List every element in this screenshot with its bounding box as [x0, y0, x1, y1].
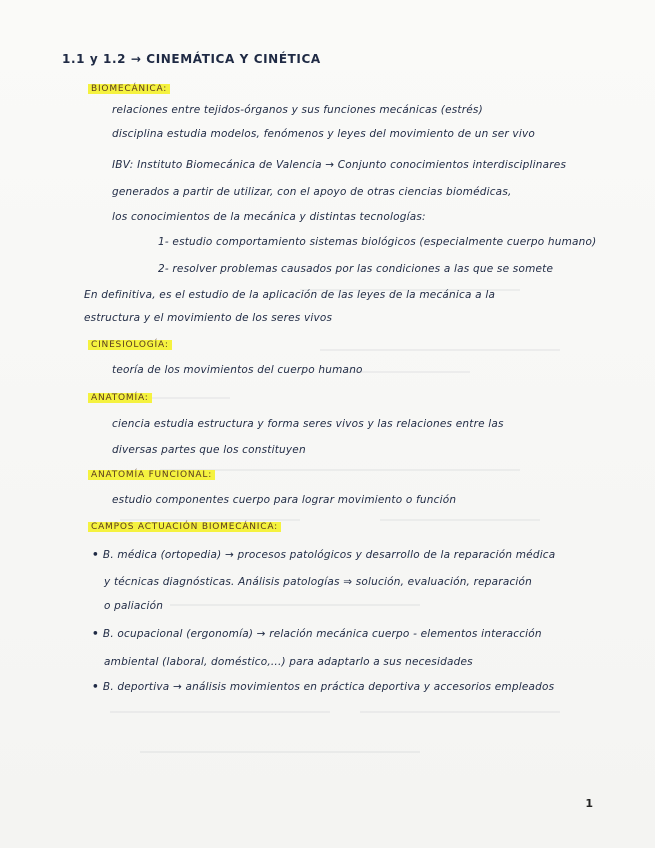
- bullet-icon: •: [92, 549, 99, 561]
- heading-cinesiologia: [88, 338, 172, 350]
- bullet-icon: •: [92, 628, 99, 640]
- campo-item-1-text-1: B. médica (ortopedia) → procesos patológicos y desarrollo de la reparación médica: [102, 549, 556, 561]
- heading-anatomia-funcional-text: ANATOMÍA FUNCIONAL:: [88, 470, 215, 480]
- line-biomecanica-5: los conocimientos de la mecánica y distintas tecnologías:: [112, 211, 426, 223]
- heading-campos-text: CAMPOS ACTUACIÓN BIOMECÁNICA:: [88, 522, 281, 532]
- page-number: 1: [585, 797, 593, 810]
- line-biomecanica-8: En definitiva, es el estudio de la aplicación de las leyes de la mecánica a la: [84, 289, 496, 301]
- campo-item-1-line-3: o paliación: [104, 600, 164, 612]
- heading-anatomia: [88, 391, 152, 403]
- line-biomecanica-6: 1- estudio comportamiento sistemas biológicos (especialmente cuerpo humano): [158, 236, 597, 248]
- heading-biomecanica-text: BIOMECÁNICA:: [88, 84, 170, 94]
- line-biomecanica-4: generados a partir de utilizar, con el apoyo de otras ciencias biomédicas,: [112, 186, 512, 198]
- bullet-icon: •: [92, 681, 99, 693]
- line-biomecanica-1: relaciones entre tejidos-órganos y sus funciones mecánicas (estrés): [112, 104, 483, 116]
- line-biomecanica-7: 2- resolver problemas causados por las condiciones a las que se somete: [158, 263, 554, 275]
- heading-cinesiologia-text: CINESIOLOGÍA:: [88, 340, 172, 350]
- line-anatomia-funcional-1: estudio componentes cuerpo para lograr movimiento o función: [112, 494, 457, 506]
- campo-item-1-line-1: [92, 549, 555, 561]
- line-cinesiologia-1: teoría de los movimientos del cuerpo humano: [112, 364, 363, 376]
- line-biomecanica-2: disciplina estudia modelos, fenómenos y leyes del movimiento de un ser vivo: [112, 128, 535, 140]
- line-biomecanica-9: estructura y el movimiento de los seres vivos: [84, 312, 333, 324]
- line-biomecanica-3: IBV: Instituto Biomecánica de Valencia → Conjunto conocimientos interdisciplinares: [112, 159, 567, 171]
- campo-item-3-line-1: [92, 681, 554, 693]
- heading-biomecanica: [88, 82, 170, 94]
- campo-item-2-line-1: [92, 628, 542, 640]
- campo-item-1-line-2: y técnicas diagnósticas. Análisis patologías ⇒ solución, evaluación, reparación: [104, 576, 533, 588]
- heading-anatomia-funcional: [88, 468, 215, 480]
- line-anatomia-1: ciencia estudia estructura y forma seres vivos y las relaciones entre las: [112, 418, 504, 430]
- campo-item-2-text-1: B. ocupacional (ergonomía) → relación mecánica cuerpo - elementos interacción: [102, 628, 542, 640]
- heading-anatomia-text: ANATOMÍA:: [88, 393, 152, 403]
- campo-item-2-line-2: ambiental (laboral, doméstico,...) para adaptarlo a sus necesidades: [104, 656, 473, 668]
- campo-item-3-text-1: B. deportiva → análisis movimientos en práctica deportiva y accesorios empleados: [102, 681, 555, 693]
- line-anatomia-2: diversas partes que los constituyen: [112, 444, 306, 456]
- page-title: 1.1 y 1.2 → CINEMÁTICA Y CINÉTICA: [62, 52, 321, 66]
- heading-campos: [88, 520, 281, 532]
